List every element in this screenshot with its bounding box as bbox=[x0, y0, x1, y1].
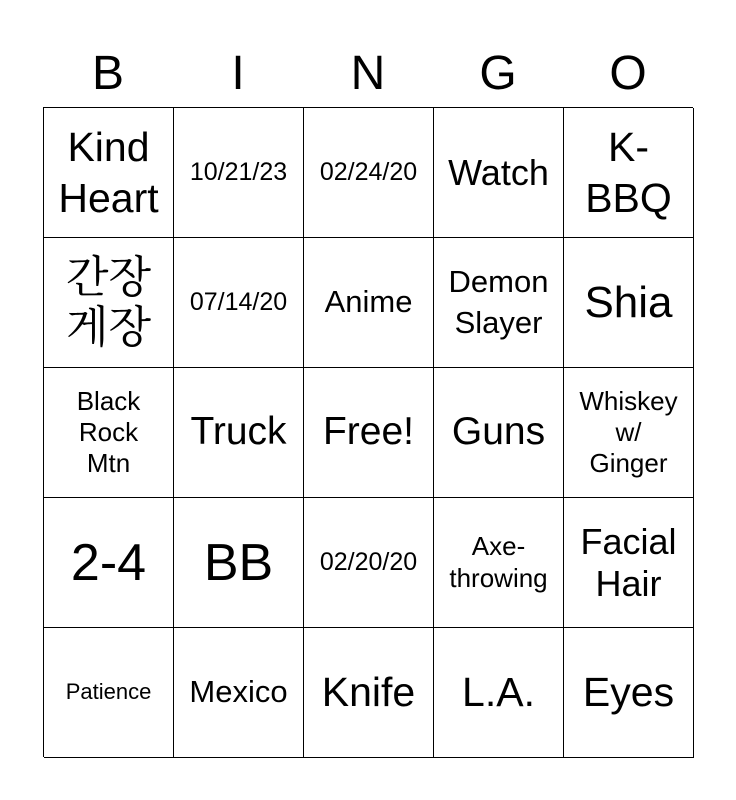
cell-text: Shia bbox=[584, 277, 673, 327]
header-letter-g: G bbox=[479, 47, 517, 100]
cell-text: Watch bbox=[448, 151, 549, 193]
cell-text: Mexico bbox=[189, 674, 288, 710]
cell-text: Truck bbox=[190, 410, 287, 454]
bingo-cell[interactable] bbox=[434, 368, 564, 498]
bingo-cell[interactable] bbox=[564, 628, 694, 758]
bingo-cell[interactable] bbox=[44, 628, 174, 758]
bingo-cell[interactable] bbox=[434, 628, 564, 758]
header-letter-n: N bbox=[350, 47, 386, 100]
cell-text: Anime bbox=[324, 284, 413, 320]
cell-text: Axe- throwing bbox=[449, 531, 548, 593]
cell-text: Kind Heart bbox=[58, 124, 159, 221]
cell-text: L.A. bbox=[462, 669, 535, 716]
bingo-cell[interactable] bbox=[434, 238, 564, 368]
bingo-cell[interactable] bbox=[174, 368, 304, 498]
cell-text: Demon Slayer bbox=[448, 264, 549, 340]
bingo-cell[interactable] bbox=[304, 368, 434, 498]
cell-text: Patience bbox=[65, 679, 152, 705]
bingo-cell[interactable] bbox=[44, 498, 174, 628]
cell-text: K- BBQ bbox=[585, 124, 672, 221]
bingo-cell[interactable] bbox=[44, 108, 174, 238]
header-letter-i: I bbox=[231, 47, 245, 100]
bingo-cell[interactable] bbox=[174, 498, 304, 628]
cell-text: Knife bbox=[321, 669, 416, 716]
cell-text: Eyes bbox=[582, 669, 675, 716]
cell-text: Facial Hair bbox=[580, 521, 677, 604]
cell-text: BB bbox=[203, 533, 274, 592]
bingo-cell[interactable] bbox=[564, 108, 694, 238]
bingo-cell[interactable] bbox=[44, 368, 174, 498]
bingo-cell[interactable] bbox=[174, 108, 304, 238]
cell-text: 2-4 bbox=[70, 533, 147, 592]
cell-text: Whiskey w/ Ginger bbox=[579, 385, 678, 479]
bingo-header bbox=[43, 42, 693, 106]
cell-text: 07/14/20 bbox=[189, 288, 288, 316]
bingo-cell[interactable] bbox=[564, 238, 694, 368]
cell-text: 02/24/20 bbox=[319, 158, 418, 186]
bingo-cell[interactable] bbox=[564, 368, 694, 498]
cell-text: 10/21/23 bbox=[189, 158, 288, 186]
bingo-cell[interactable] bbox=[174, 238, 304, 368]
cell-text: 간장 게장 bbox=[65, 253, 151, 352]
bingo-cell[interactable] bbox=[304, 108, 434, 238]
bingo-cell[interactable] bbox=[434, 108, 564, 238]
cell-text: Black Rock Mtn bbox=[76, 385, 141, 479]
bingo-cell[interactable] bbox=[304, 628, 434, 758]
header-letter-o: O bbox=[609, 47, 647, 100]
bingo-cell[interactable] bbox=[174, 628, 304, 758]
cell-text: Guns bbox=[451, 410, 546, 454]
bingo-cell[interactable] bbox=[44, 238, 174, 368]
bingo-cell[interactable] bbox=[304, 498, 434, 628]
cell-text: 02/20/20 bbox=[319, 548, 418, 576]
bingo-board bbox=[43, 107, 693, 757]
header-letter-b: B bbox=[91, 47, 124, 100]
bingo-cell[interactable] bbox=[564, 498, 694, 628]
bingo-cell[interactable] bbox=[434, 498, 564, 628]
cell-text: Free! bbox=[322, 410, 415, 454]
bingo-cell[interactable] bbox=[304, 238, 434, 368]
